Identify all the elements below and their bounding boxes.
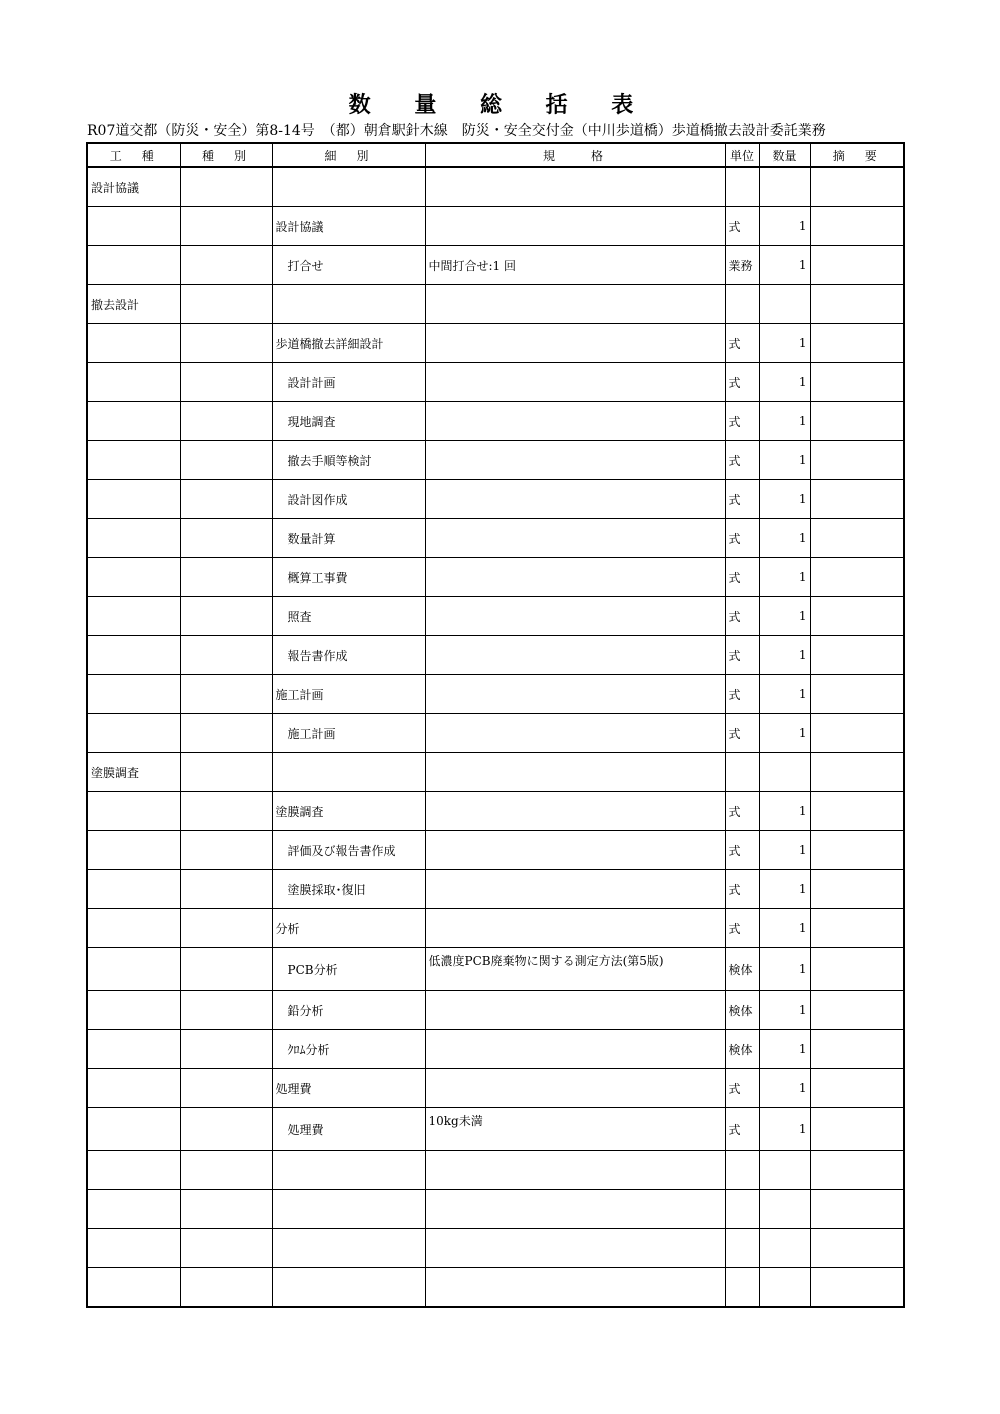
cell-koushu: 塗膜調査 (87, 753, 180, 792)
project-subtitle: R07道交都（防災・安全）第8-14号 （都）朝倉駅針木線 防災・安全交付金（中川歩道橋）歩道橋撤去設計委託業務 (87, 123, 826, 139)
cell-saibetsu: 歩道橋撤去詳細設計 (272, 324, 425, 363)
cell-quantity: 1 (759, 714, 810, 753)
cell-shubetsu (180, 285, 272, 324)
cell-kikaku (425, 441, 725, 480)
cell-saibetsu: 設計協議 (272, 207, 425, 246)
cell-unit: 式 (725, 324, 759, 363)
cell-quantity: 1 (759, 675, 810, 714)
cell-koushu (87, 480, 180, 519)
cell-shubetsu (180, 558, 272, 597)
table-row (87, 1229, 904, 1268)
cell-saibetsu: 施工計画 (272, 675, 425, 714)
cell-unit: 検体 (725, 948, 759, 991)
cell-saibetsu (272, 167, 425, 207)
cell-kikaku (425, 1268, 725, 1308)
cell-kikaku (425, 1069, 725, 1108)
cell-shubetsu (180, 636, 272, 675)
cell-tekiyo (810, 870, 904, 909)
cell-kikaku (425, 402, 725, 441)
cell-kikaku (425, 870, 725, 909)
cell-saibetsu: 塗膜採取･復旧 (272, 870, 425, 909)
cell-quantity: 1 (759, 402, 810, 441)
cell-saibetsu: 撤去手順等検討 (272, 441, 425, 480)
cell-tekiyo (810, 714, 904, 753)
cell-shubetsu (180, 1030, 272, 1069)
cell-quantity: 1 (759, 324, 810, 363)
cell-tekiyo (810, 1030, 904, 1069)
cell-tekiyo (810, 246, 904, 285)
cell-kikaku (425, 519, 725, 558)
cell-saibetsu: 打合せ (272, 246, 425, 285)
cell-koushu (87, 1268, 180, 1308)
cell-tekiyo (810, 441, 904, 480)
cell-kikaku (425, 324, 725, 363)
cell-tekiyo (810, 167, 904, 207)
cell-koushu (87, 831, 180, 870)
cell-shubetsu (180, 1229, 272, 1268)
header-shubetsu: 種 別 (180, 143, 272, 167)
table-row (87, 167, 904, 207)
table-row (87, 636, 904, 675)
table-row (87, 792, 904, 831)
cell-saibetsu: 処理費 (272, 1069, 425, 1108)
cell-tekiyo (810, 831, 904, 870)
table-row (87, 324, 904, 363)
cell-koushu (87, 519, 180, 558)
cell-shubetsu (180, 991, 272, 1030)
table-row (87, 402, 904, 441)
cell-tekiyo (810, 363, 904, 402)
cell-shubetsu (180, 167, 272, 207)
cell-saibetsu: 鉛分析 (272, 991, 425, 1030)
cell-quantity (759, 1229, 810, 1268)
cell-tekiyo (810, 558, 904, 597)
cell-shubetsu (180, 480, 272, 519)
cell-tekiyo (810, 324, 904, 363)
cell-unit: 式 (725, 519, 759, 558)
table-row (87, 519, 904, 558)
cell-unit: 式 (725, 909, 759, 948)
cell-koushu (87, 870, 180, 909)
cell-unit: 式 (725, 363, 759, 402)
cell-quantity (759, 1190, 810, 1229)
cell-kikaku (425, 714, 725, 753)
header-quantity: 数量 (759, 143, 810, 167)
cell-quantity: 1 (759, 441, 810, 480)
cell-kikaku (425, 597, 725, 636)
cell-quantity (759, 753, 810, 792)
table-row (87, 1030, 904, 1069)
table-header-row (87, 143, 904, 167)
cell-tekiyo (810, 909, 904, 948)
cell-koushu (87, 558, 180, 597)
cell-koushu (87, 636, 180, 675)
cell-tekiyo (810, 480, 904, 519)
table-row (87, 1108, 904, 1151)
header-unit: 単位 (725, 143, 759, 167)
cell-tekiyo (810, 1151, 904, 1190)
cell-saibetsu: 数量計算 (272, 519, 425, 558)
cell-unit (725, 1151, 759, 1190)
cell-quantity: 1 (759, 831, 810, 870)
cell-kikaku (425, 480, 725, 519)
cell-unit (725, 1268, 759, 1308)
cell-unit: 式 (725, 1069, 759, 1108)
cell-shubetsu (180, 714, 272, 753)
cell-koushu (87, 402, 180, 441)
cell-quantity: 1 (759, 246, 810, 285)
cell-koushu (87, 1151, 180, 1190)
cell-saibetsu (272, 1229, 425, 1268)
table-row (87, 285, 904, 324)
cell-quantity (759, 1151, 810, 1190)
cell-quantity: 1 (759, 1069, 810, 1108)
cell-quantity: 1 (759, 363, 810, 402)
cell-kikaku (425, 1151, 725, 1190)
cell-quantity: 1 (759, 519, 810, 558)
cell-kikaku: 中間打合せ:1 回 (425, 246, 725, 285)
table-row (87, 207, 904, 246)
table-row (87, 870, 904, 909)
cell-unit: 式 (725, 1108, 759, 1151)
cell-unit (725, 753, 759, 792)
cell-koushu (87, 909, 180, 948)
table-row (87, 363, 904, 402)
cell-saibetsu: 評価及び報告書作成 (272, 831, 425, 870)
cell-unit (725, 285, 759, 324)
cell-tekiyo (810, 675, 904, 714)
cell-unit: 式 (725, 597, 759, 636)
cell-kikaku (425, 558, 725, 597)
cell-unit: 式 (725, 402, 759, 441)
cell-koushu (87, 714, 180, 753)
cell-koushu (87, 1190, 180, 1229)
cell-tekiyo (810, 1069, 904, 1108)
cell-shubetsu (180, 441, 272, 480)
cell-kikaku (425, 363, 725, 402)
cell-kikaku: 低濃度PCB廃棄物に関する測定方法(第5版) (425, 948, 725, 991)
cell-shubetsu (180, 1268, 272, 1308)
cell-tekiyo (810, 597, 904, 636)
header-koushu: 工 種 (87, 143, 180, 167)
cell-kikaku (425, 1229, 725, 1268)
cell-saibetsu: 照査 (272, 597, 425, 636)
cell-quantity (759, 1268, 810, 1308)
cell-shubetsu (180, 909, 272, 948)
cell-shubetsu (180, 324, 272, 363)
table-row (87, 714, 904, 753)
table-row (87, 831, 904, 870)
cell-kikaku (425, 167, 725, 207)
table-row (87, 1069, 904, 1108)
page-title: 数 量 総 括 表 (348, 93, 652, 118)
cell-quantity: 1 (759, 1030, 810, 1069)
cell-quantity (759, 167, 810, 207)
cell-quantity: 1 (759, 1108, 810, 1151)
cell-saibetsu (272, 1190, 425, 1229)
cell-tekiyo (810, 1108, 904, 1151)
cell-saibetsu (272, 1268, 425, 1308)
cell-quantity: 1 (759, 870, 810, 909)
cell-tekiyo (810, 285, 904, 324)
cell-tekiyo (810, 1190, 904, 1229)
cell-kikaku (425, 831, 725, 870)
cell-shubetsu (180, 1190, 272, 1229)
cell-saibetsu (272, 285, 425, 324)
table-row (87, 675, 904, 714)
cell-unit: 式 (725, 792, 759, 831)
cell-shubetsu (180, 792, 272, 831)
table-row (87, 441, 904, 480)
cell-unit (725, 167, 759, 207)
table-row (87, 948, 904, 991)
cell-shubetsu (180, 519, 272, 558)
cell-tekiyo (810, 402, 904, 441)
cell-kikaku (425, 636, 725, 675)
table-row (87, 558, 904, 597)
cell-unit (725, 1190, 759, 1229)
cell-kikaku (425, 1190, 725, 1229)
cell-quantity (759, 285, 810, 324)
cell-quantity: 1 (759, 991, 810, 1030)
cell-shubetsu (180, 831, 272, 870)
cell-shubetsu (180, 948, 272, 991)
cell-kikaku (425, 207, 725, 246)
cell-tekiyo (810, 636, 904, 675)
cell-quantity: 1 (759, 636, 810, 675)
cell-koushu: 設計協議 (87, 167, 180, 207)
cell-unit: 式 (725, 636, 759, 675)
table-row (87, 480, 904, 519)
cell-unit: 式 (725, 480, 759, 519)
cell-quantity: 1 (759, 597, 810, 636)
cell-koushu: 撤去設計 (87, 285, 180, 324)
cell-saibetsu: 概算工事費 (272, 558, 425, 597)
cell-shubetsu (180, 1151, 272, 1190)
cell-quantity: 1 (759, 558, 810, 597)
cell-unit: 式 (725, 675, 759, 714)
cell-unit: 式 (725, 207, 759, 246)
cell-shubetsu (180, 597, 272, 636)
cell-unit: 検体 (725, 1030, 759, 1069)
cell-quantity: 1 (759, 480, 810, 519)
cell-kikaku: 10kg未満 (425, 1108, 725, 1151)
cell-kikaku (425, 1030, 725, 1069)
cell-saibetsu: 分析 (272, 909, 425, 948)
table-body (87, 167, 904, 1307)
cell-unit: 式 (725, 831, 759, 870)
cell-kikaku (425, 991, 725, 1030)
cell-unit: 式 (725, 714, 759, 753)
cell-shubetsu (180, 207, 272, 246)
cell-saibetsu: 設計計画 (272, 363, 425, 402)
cell-unit: 式 (725, 441, 759, 480)
cell-saibetsu: 施工計画 (272, 714, 425, 753)
header-saibetsu: 細 別 (272, 143, 425, 167)
cell-unit: 検体 (725, 991, 759, 1030)
cell-tekiyo (810, 948, 904, 991)
cell-shubetsu (180, 753, 272, 792)
table-row (87, 1190, 904, 1229)
cell-unit: 式 (725, 870, 759, 909)
cell-koushu (87, 324, 180, 363)
cell-quantity: 1 (759, 948, 810, 991)
cell-koushu (87, 441, 180, 480)
cell-shubetsu (180, 1108, 272, 1151)
table-row (87, 597, 904, 636)
cell-tekiyo (810, 1229, 904, 1268)
table-row (87, 991, 904, 1030)
cell-saibetsu: 塗膜調査 (272, 792, 425, 831)
cell-saibetsu: 現地調査 (272, 402, 425, 441)
table-row (87, 246, 904, 285)
cell-shubetsu (180, 1069, 272, 1108)
cell-shubetsu (180, 870, 272, 909)
header-tekiyo: 摘 要 (810, 143, 904, 167)
cell-unit (725, 1229, 759, 1268)
header-kikaku: 規 格 (425, 143, 725, 167)
cell-koushu (87, 207, 180, 246)
cell-quantity: 1 (759, 909, 810, 948)
cell-saibetsu: 処理費 (272, 1108, 425, 1151)
cell-kikaku (425, 285, 725, 324)
cell-tekiyo (810, 991, 904, 1030)
cell-koushu (87, 792, 180, 831)
cell-shubetsu (180, 402, 272, 441)
cell-koushu (87, 1069, 180, 1108)
cell-kikaku (425, 792, 725, 831)
cell-koushu (87, 675, 180, 714)
table-row (87, 1268, 904, 1308)
cell-koushu (87, 1108, 180, 1151)
cell-kikaku (425, 909, 725, 948)
cell-saibetsu: 報告書作成 (272, 636, 425, 675)
cell-tekiyo (810, 519, 904, 558)
cell-koushu (87, 948, 180, 991)
table-row (87, 1151, 904, 1190)
table-row (87, 909, 904, 948)
cell-saibetsu: 設計図作成 (272, 480, 425, 519)
cell-tekiyo (810, 792, 904, 831)
table-row (87, 753, 904, 792)
cell-tekiyo (810, 753, 904, 792)
cell-koushu (87, 597, 180, 636)
cell-koushu (87, 246, 180, 285)
cell-shubetsu (180, 675, 272, 714)
cell-saibetsu: PCB分析 (272, 948, 425, 991)
cell-shubetsu (180, 363, 272, 402)
cell-saibetsu (272, 1151, 425, 1190)
quantity-summary-table (86, 142, 905, 1308)
cell-shubetsu (180, 246, 272, 285)
cell-quantity: 1 (759, 792, 810, 831)
cell-unit: 式 (725, 558, 759, 597)
cell-koushu (87, 363, 180, 402)
cell-koushu (87, 991, 180, 1030)
cell-saibetsu: ｸﾛﾑ分析 (272, 1030, 425, 1069)
cell-saibetsu (272, 753, 425, 792)
cell-unit: 業務 (725, 246, 759, 285)
cell-koushu (87, 1030, 180, 1069)
cell-kikaku (425, 675, 725, 714)
cell-koushu (87, 1229, 180, 1268)
cell-quantity: 1 (759, 207, 810, 246)
cell-tekiyo (810, 1268, 904, 1308)
cell-tekiyo (810, 207, 904, 246)
cell-kikaku (425, 753, 725, 792)
